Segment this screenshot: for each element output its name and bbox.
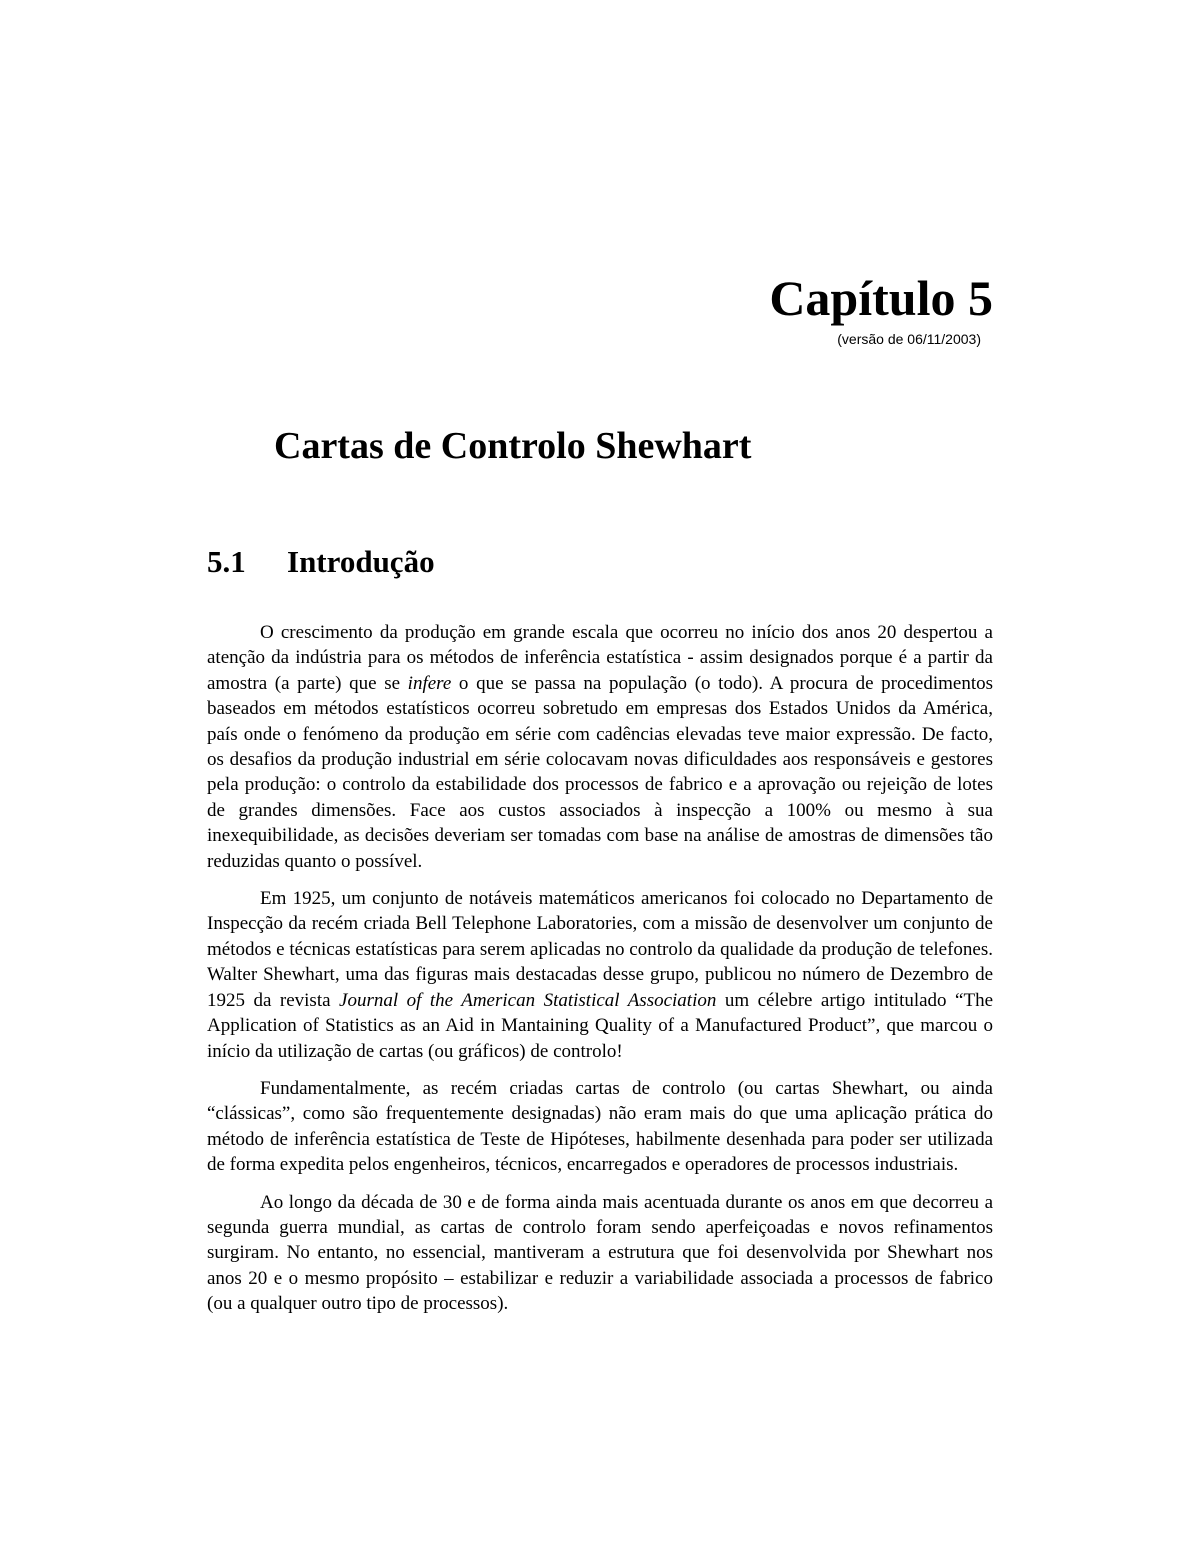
- paragraph-1: [207, 620, 993, 874]
- paragraph-2: [207, 886, 993, 1064]
- section-number: 5.1: [207, 544, 246, 579]
- paragraph-1-text-a: O crescimento da produção em grande escala que ocorreu no início dos anos 20 despertou a atenção da indústria para os métodos de inferência estatística - assim designados porque é a partir da amostra (a parte) que se: [207, 622, 993, 694]
- section-title: Introdução: [287, 544, 435, 579]
- paragraph-1-text-b: o que se passa na população (o todo). A procura de procedimentos baseados em métodos estatísticos ocorreu sobretudo em empresas dos Estados Unidos da América, país onde o fenómeno da produção em série com cadências elevadas teve maior expressão. De facto, os desafios da produção industrial em série colocavam novas dificuldades aos responsáveis e gestores pela produção: o controlo da estabilidade dos processos de fabrico e a aprovação ou rejeição de lotes de grandes dimensões. Face aos custos associados à inspecção a 100% ou mesmo à sua inexequibilidade, as decisões deveriam ser tomadas com base na análise de amostras de dimensões tão reduzidas quanto o possível.: [207, 672, 994, 872]
- paragraph-4: Ao longo da década de 30 e de forma ainda mais acentuada durante os anos em que decorreu a segunda guerra mundial, as cartas de controlo foram sendo aperfeiçoadas e novos refinamentos surgiram. No entanto, no essencial, mantiveram a estrutura que foi desenvolvida por Shewhart nos anos 20 e o mesmo propósito – estabilizar e reduzir a variabilidade associada a processos de fabrico (ou a qualquer outro tipo de processos).: [207, 1191, 993, 1315]
- paragraph-2-text-a: Em 1925, um conjunto de notáveis matemáticos americanos foi colocado no Departamento de Inspecção da recém criada Bell Telephone Laboratories, com a missão de desenvolver um conjunto de métodos e técnicas estatísticas para serem aplicadas no controlo da qualidade da produção de telefones. Walter Shewhart, uma das figuras mais destacadas desse grupo, publicou no número de Dezembro de 1925 da revista: [207, 888, 993, 1011]
- version-note: (versão de 06/11/2003): [837, 331, 981, 347]
- paragraph-2-italic: Journal of the American Statistical Association: [339, 989, 717, 1011]
- body-text: [207, 620, 993, 1329]
- paragraph-1-italic: infere: [407, 672, 452, 694]
- section-heading: [207, 540, 435, 584]
- paragraph-2-text-b: um célebre artigo intitulado “The Application of Statistics as an Aid in Mantaining Quality of a Manufactured Product”, que marcou o início da utilização de cartas (ou gráficos) de controlo!: [207, 989, 994, 1062]
- paragraph-3: Fundamentalmente, as recém criadas cartas de controlo (ou cartas Shewhart, ou ainda “clássicas”, como são frequentemente designadas) não eram mais do que uma aplicação prática do método de inferência estatística de Teste de Hipóteses, habilmente desenhada para poder ser utilizada de forma expedita pelos engenheiros, técnicos, encarregados e operadores de processos industriais.: [207, 1077, 993, 1176]
- document-title: Cartas de Controlo Shewhart: [274, 425, 752, 467]
- chapter-title: Capítulo 5: [769, 270, 993, 326]
